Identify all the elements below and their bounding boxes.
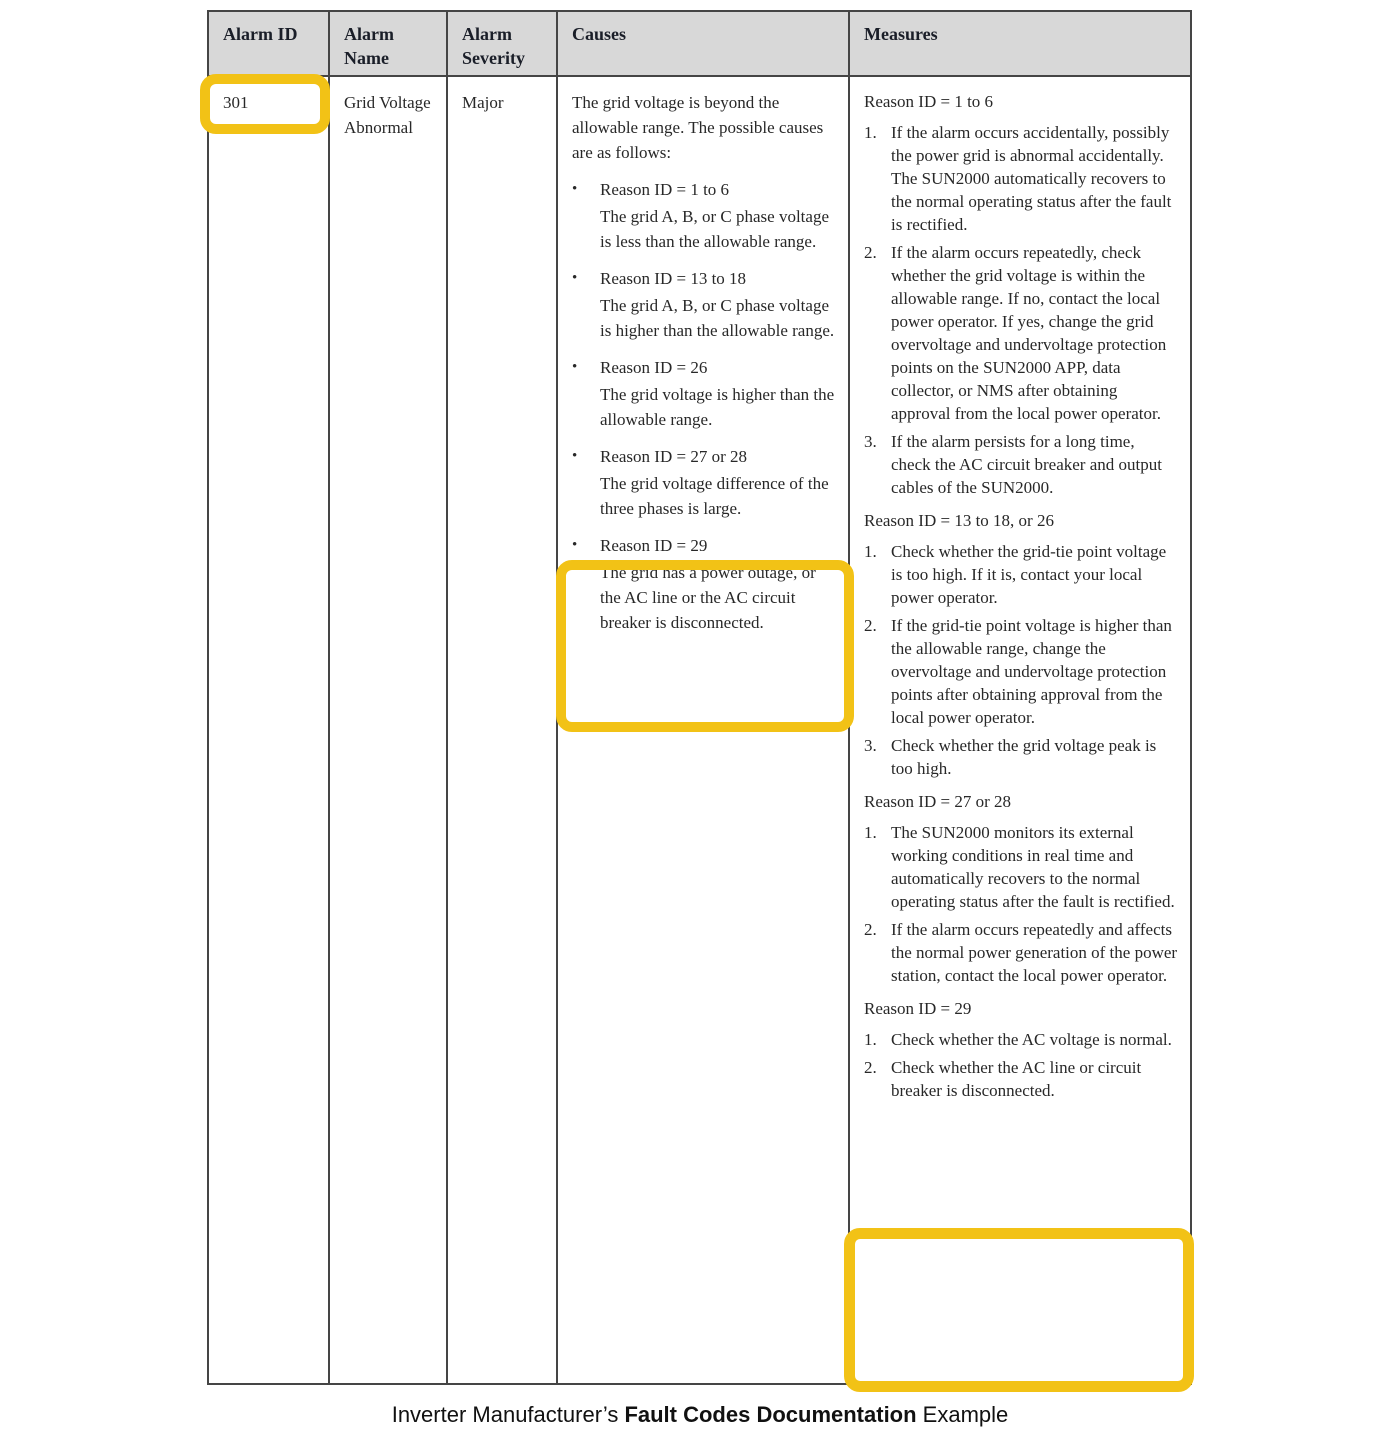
measure-step xyxy=(864,121,1178,236)
measure-step-number: 2. xyxy=(864,920,877,939)
measure-step-number: 3. xyxy=(864,432,877,451)
measure-step-number: 3. xyxy=(864,736,877,755)
measure-step-number: 1. xyxy=(864,542,877,561)
causes-cell xyxy=(558,77,850,1383)
fault-codes-table xyxy=(207,10,1192,1385)
measures-section xyxy=(864,790,1178,987)
cause-bullet-item xyxy=(572,177,836,254)
measure-step-text: If the alarm occurs accidentally, possibly the power grid is abnormal accidentally. The SUN2000 automatically recovers to the normal operating status after the fault is rectified. xyxy=(891,123,1172,234)
measures-section-title: Reason ID = 13 to 18, or 26 xyxy=(864,511,1054,530)
cause-bullet-item xyxy=(572,355,836,432)
column-header-measures: Measures xyxy=(850,12,1190,77)
measure-step-text: Check whether the grid voltage peak is too high. xyxy=(891,736,1157,778)
column-header-alarm-severity: Alarm Severity xyxy=(448,12,558,77)
measure-step xyxy=(864,1028,1178,1051)
bullet-dot-icon: • xyxy=(572,537,578,553)
cause-reason-description: The grid voltage difference of the three phases is large. xyxy=(600,474,829,518)
measures-section xyxy=(864,90,1178,499)
alarm-name-cell xyxy=(330,77,448,1383)
measure-step xyxy=(864,821,1178,913)
cause-reason-title: Reason ID = 13 to 18 xyxy=(600,269,747,288)
bullet-dot-icon: • xyxy=(572,270,578,286)
measure-step-number: 2. xyxy=(864,616,877,635)
caption-suffix: Example xyxy=(916,1402,1009,1427)
measure-step xyxy=(864,918,1178,987)
bullet-dot-icon: • xyxy=(572,181,578,197)
measures-section-title: Reason ID = 1 to 6 xyxy=(864,92,994,111)
cause-reason-description: The grid has a power outage, or the AC line or the AC circuit breaker is disconnected. xyxy=(600,563,816,632)
measure-step-text: Check whether the AC line or circuit breaker is disconnected. xyxy=(891,1058,1142,1100)
measures-section-title: Reason ID = 27 or 28 xyxy=(864,792,1011,811)
caption-bold-title: Fault Codes Documentation xyxy=(624,1402,917,1427)
column-header-causes: Causes xyxy=(558,12,850,77)
causes-intro-text: The grid voltage is beyond the allowable range. The possible causes are as follows: xyxy=(572,93,824,162)
alarm-name-value: Grid Voltage Abnormal xyxy=(344,93,431,137)
measures-section xyxy=(864,509,1178,780)
measures-step-list xyxy=(864,121,1178,499)
measures-step-list xyxy=(864,1028,1178,1102)
cause-reason-title: Reason ID = 26 xyxy=(600,358,708,377)
measure-step-text: Check whether the grid-tie point voltage is too high. If it is, contact your local power operator. xyxy=(891,542,1167,607)
measure-step xyxy=(864,430,1178,499)
alarm-severity-cell xyxy=(448,77,558,1383)
measure-step xyxy=(864,1056,1178,1102)
measure-step-number: 2. xyxy=(864,1058,877,1077)
bullet-dot-icon: • xyxy=(572,359,578,375)
measure-step-text: Check whether the AC voltage is normal. xyxy=(891,1030,1172,1049)
alarm-id-cell xyxy=(209,77,330,1383)
cause-reason-title: Reason ID = 1 to 6 xyxy=(600,180,730,199)
alarm-severity-value: Major xyxy=(462,93,504,112)
measure-step-number: 2. xyxy=(864,243,877,262)
measure-step xyxy=(864,734,1178,780)
measure-step-text: If the alarm persists for a long time, check the AC circuit breaker and output cables of the SUN2000. xyxy=(891,432,1162,497)
measures-step-list xyxy=(864,821,1178,987)
measures-cell xyxy=(850,77,1190,1383)
cause-bullet-item xyxy=(572,533,836,635)
caption-prefix: Inverter Manufacturer’s xyxy=(391,1402,625,1427)
measure-step-number: 1. xyxy=(864,123,877,142)
measures-section-title: Reason ID = 29 xyxy=(864,999,972,1018)
measures-section xyxy=(864,997,1178,1102)
measures-step-list xyxy=(864,540,1178,780)
column-header-alarm-id: Alarm ID xyxy=(209,12,330,77)
measure-step-text: The SUN2000 monitors its external working conditions in real time and automatically recovers to the normal operating status after the fault is rectified. xyxy=(891,823,1175,911)
cause-reason-description: The grid voltage is higher than the allowable range. xyxy=(600,385,835,429)
measure-step-text: If the grid-tie point voltage is higher than the allowable range, change the overvoltage and undervoltage protection points after obtaining approval from the local power operator. xyxy=(891,616,1172,727)
column-header-alarm-name: Alarm Name xyxy=(330,12,448,77)
figure-caption xyxy=(0,1402,1400,1428)
measure-step-text: If the alarm occurs repeatedly and affects the normal power generation of the power station, contact the local power operator. xyxy=(891,920,1178,985)
cause-reason-description: The grid A, B, or C phase voltage is less than the allowable range. xyxy=(600,207,829,251)
measure-step xyxy=(864,540,1178,609)
cause-reason-description: The grid A, B, or C phase voltage is higher than the allowable range. xyxy=(600,296,835,340)
alarm-id-value: 301 xyxy=(223,93,249,112)
cause-bullet-item xyxy=(572,444,836,521)
measure-step xyxy=(864,614,1178,729)
cause-bullet-item xyxy=(572,266,836,343)
cause-reason-title: Reason ID = 27 or 28 xyxy=(600,447,747,466)
bullet-dot-icon: • xyxy=(572,448,578,464)
cause-reason-title: Reason ID = 29 xyxy=(600,536,708,555)
measure-step-text: If the alarm occurs repeatedly, check whether the grid voltage is within the allowable range. If no, contact the local power operator. If yes, change the grid overvoltage and undervoltage protection points on the SUN2000 APP, data collector, or NMS after obtaining approval from the local power operator. xyxy=(891,243,1167,423)
measure-step-number: 1. xyxy=(864,1030,877,1049)
measure-step-number: 1. xyxy=(864,823,877,842)
measure-step xyxy=(864,241,1178,425)
causes-bullet-list xyxy=(572,177,836,635)
